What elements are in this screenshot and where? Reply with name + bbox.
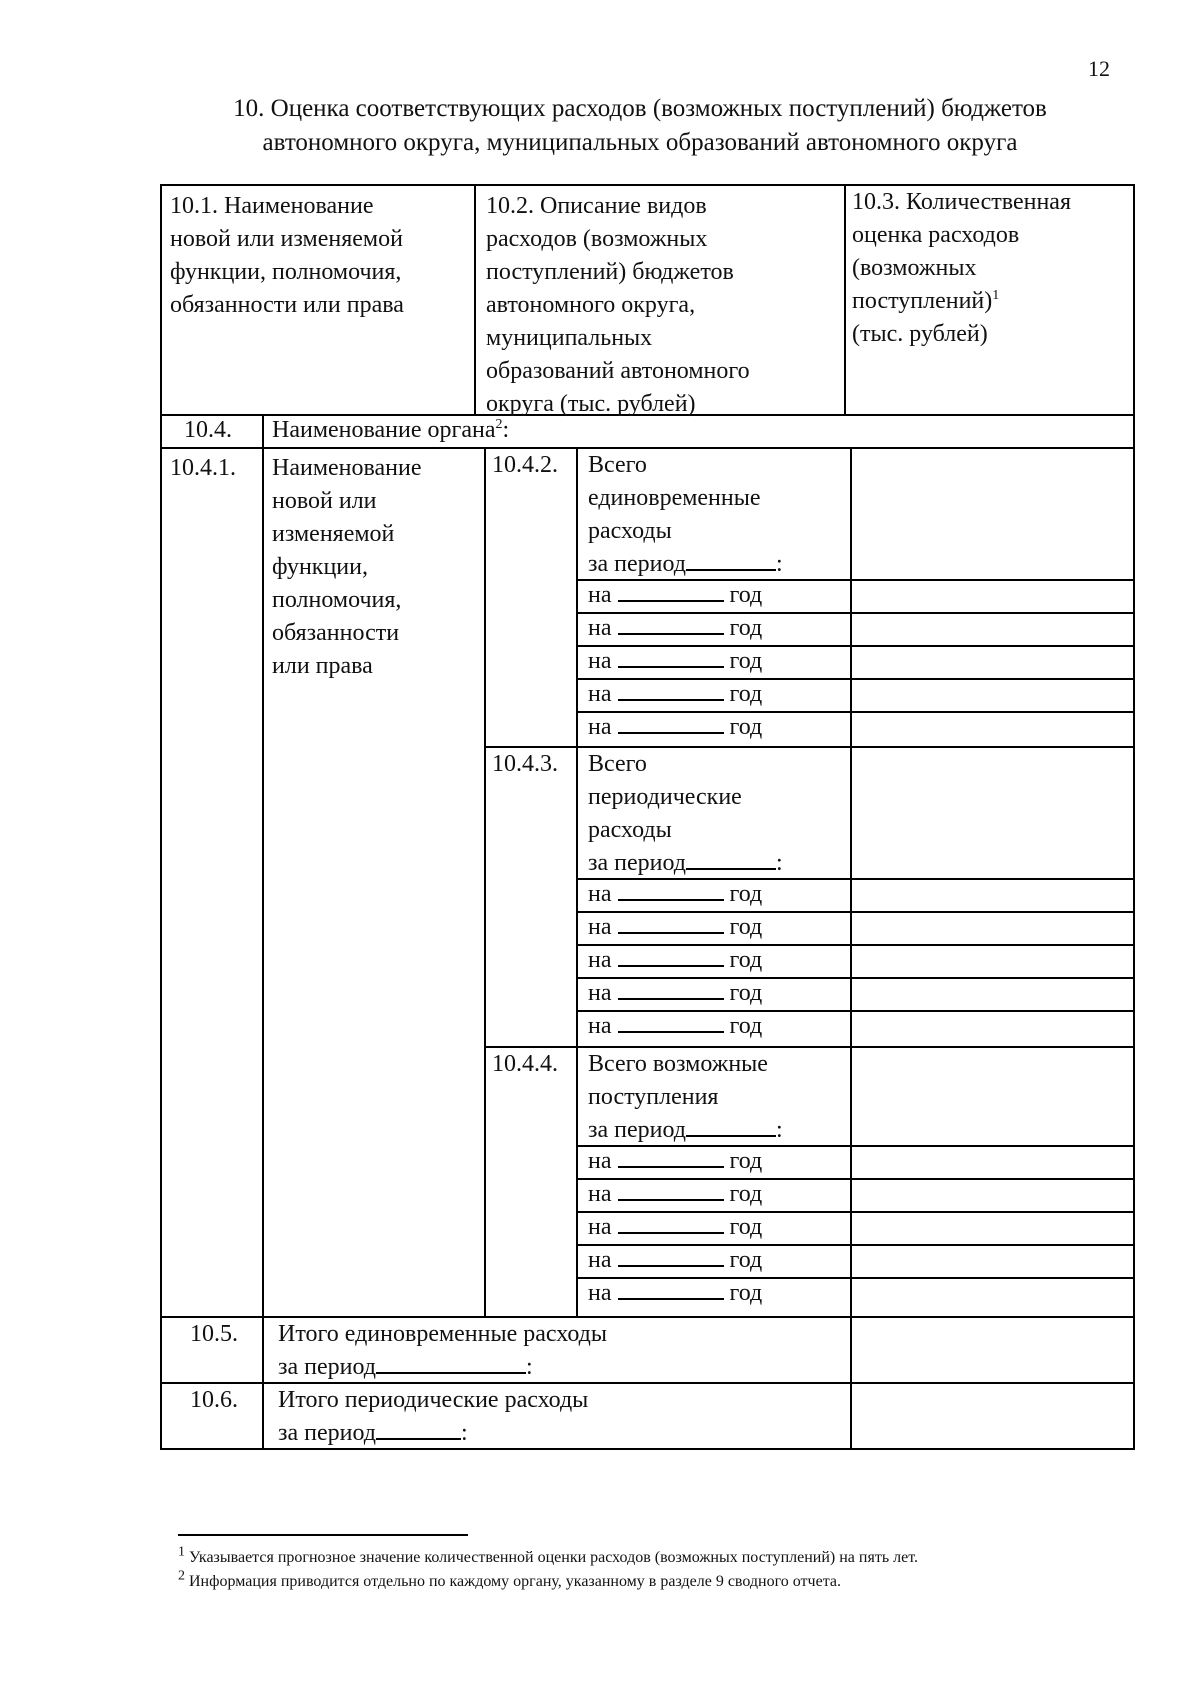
section-title-line-1: 10. Оценка соответствующих расходов (возможных поступлений) бюджетов [233, 95, 1047, 122]
blank-period [376, 1418, 461, 1440]
header-col-1-line: 10.1. Наименование [170, 193, 374, 219]
group-title-line: периодические [588, 784, 742, 810]
header-col-1-line: обязанности или права [170, 292, 404, 318]
year-prefix: на [588, 980, 612, 1006]
year-row [588, 645, 762, 678]
year-suffix: год [729, 714, 763, 740]
blank-year [618, 712, 724, 734]
year-row [588, 579, 762, 612]
year-suffix: год [729, 1214, 763, 1240]
footnote-2 [178, 1570, 918, 1594]
total-period [278, 1351, 533, 1384]
header-col-1-line: новой или изменяемой [170, 226, 403, 252]
column-line [576, 447, 578, 1316]
year-row [588, 911, 762, 944]
function-name-line: новой или [272, 488, 377, 514]
group-number: 10.4.4. [492, 1051, 558, 1077]
year-row [588, 678, 762, 711]
year-prefix: на [588, 881, 612, 907]
footnote-1-mark: 1 [178, 1544, 185, 1560]
group-period-label: за период [588, 850, 686, 876]
function-name-line: полномочия, [272, 587, 402, 613]
year-suffix: год [729, 881, 763, 907]
column-line [474, 184, 476, 414]
footnote-2-text: Информация приводится отдельно по каждому органу, указанному в разделе 9 сводного отчета. [189, 1573, 841, 1590]
year-row [588, 1145, 762, 1178]
total-label: Итого единовременные расходы [278, 1321, 607, 1347]
group-period-colon: : [776, 1117, 783, 1143]
blank-year [618, 1179, 724, 1201]
year-prefix: на [588, 1181, 612, 1207]
group-number: 10.4.2. [492, 452, 558, 478]
group-period [588, 1114, 783, 1147]
header-col-2-line: округа (тыс. рублей) [486, 391, 696, 417]
blank-year [618, 1212, 724, 1234]
blank-year [618, 613, 724, 635]
section-title-line-2: автономного округа, муниципальных образований автономного округа [262, 129, 1018, 156]
group-title-line: единовременные [588, 485, 761, 511]
header-col-3-text: 10.3. Количественная [852, 189, 1071, 215]
group-title-line: поступления [588, 1084, 719, 1110]
year-row [588, 711, 762, 744]
column-line [850, 447, 852, 1448]
year-row [588, 1211, 762, 1244]
footnote-separator [178, 1534, 468, 1536]
organ-number: 10.4. [184, 417, 232, 443]
group-title-line: Всего [588, 452, 647, 478]
year-prefix: на [588, 615, 612, 641]
group-title-line: расходы [588, 518, 672, 544]
year-row [588, 977, 762, 1010]
year-row [588, 1010, 762, 1043]
header-col-3-line [852, 285, 999, 318]
group-title-line: Всего возможные [588, 1051, 768, 1077]
year-suffix: год [729, 615, 763, 641]
group-number: 10.4.3. [492, 751, 558, 777]
year-row [588, 612, 762, 645]
group-divider [484, 1046, 1133, 1048]
footnotes [178, 1546, 918, 1594]
column-line [484, 447, 486, 1316]
header-col-2-line: муниципальных [486, 325, 653, 351]
footnote-1 [178, 1546, 918, 1570]
header-col-2-line: поступлений) бюджетов [486, 259, 734, 285]
group-period-colon: : [776, 551, 783, 577]
column-line [844, 184, 846, 414]
blank-year [618, 879, 724, 901]
year-prefix: на [588, 714, 612, 740]
header-col-3-text: (тыс. рублей) [852, 321, 988, 347]
table-right-border [1133, 184, 1135, 1449]
year-row [588, 1178, 762, 1211]
year-suffix: год [729, 648, 763, 674]
total-number: 10.6. [190, 1387, 238, 1413]
table-left-border [160, 184, 162, 1449]
footnote-1-text: Указывается прогнозное значение количественной оценки расходов (возможных поступлений) на пять лет. [189, 1549, 918, 1566]
year-suffix: год [729, 914, 763, 940]
blank-year [618, 1011, 724, 1033]
year-suffix: год [729, 947, 763, 973]
year-prefix: на [588, 681, 612, 707]
blank-year [618, 1245, 724, 1267]
year-suffix: год [729, 1013, 763, 1039]
page-number: 12 [1088, 56, 1110, 81]
group-period-label: за период [588, 551, 686, 577]
footnote-ref-1: 1 [992, 288, 1000, 303]
function-number: 10.4.1. [170, 455, 236, 481]
group-period [588, 847, 783, 880]
year-suffix: год [729, 1181, 763, 1207]
header-col-3-text: поступлений) [852, 288, 993, 314]
blank-year [618, 978, 724, 1000]
year-row [588, 1244, 762, 1277]
group-period-colon: : [776, 850, 783, 876]
row-line [160, 447, 1135, 449]
function-name-line: функции, [272, 554, 368, 580]
function-name-line: или права [272, 653, 373, 679]
total-period-label: за период [278, 1420, 376, 1446]
year-prefix: на [588, 582, 612, 608]
total-period-colon: : [461, 1420, 468, 1446]
year-prefix: на [588, 1247, 612, 1273]
organ-label [272, 414, 509, 447]
total-period [278, 1417, 468, 1450]
total-period-label: за период [278, 1354, 376, 1380]
year-suffix: год [729, 1280, 763, 1306]
section-title [150, 92, 1130, 160]
group-period [588, 548, 783, 581]
function-name-line: Наименование [272, 455, 422, 481]
blank-period [686, 848, 776, 870]
year-suffix: год [729, 1148, 763, 1174]
header-col-2-line: образований автономного [486, 358, 750, 384]
blank-year [618, 1146, 724, 1168]
year-suffix: год [729, 681, 763, 707]
year-suffix: год [729, 582, 763, 608]
header-col-2-line: расходов (возможных [486, 226, 708, 252]
year-prefix: на [588, 1013, 612, 1039]
function-name-line: обязанности [272, 620, 400, 646]
total-label: Итого периодические расходы [278, 1387, 589, 1413]
year-row [588, 878, 762, 911]
group-title-line: расходы [588, 817, 672, 843]
header-col-1-line: функции, полномочия, [170, 259, 402, 285]
group-divider [484, 746, 1133, 748]
header-col-3-text: оценка расходов [852, 222, 1020, 248]
header-col-2-line: автономного округа, [486, 292, 696, 318]
blank-period [686, 1115, 776, 1137]
year-suffix: год [729, 1247, 763, 1273]
year-row [588, 1277, 762, 1310]
blank-year [618, 646, 724, 668]
group-title-line: Всего [588, 751, 647, 777]
organ-colon: : [502, 417, 510, 443]
year-row [588, 944, 762, 977]
header-col-3-text: (возможных [852, 255, 977, 281]
header-col-2-line: 10.2. Описание видов [486, 193, 707, 219]
blank-year [618, 679, 724, 701]
year-prefix: на [588, 914, 612, 940]
footnote-2-mark: 2 [178, 1568, 185, 1584]
footnote-ref-2: 2 [495, 417, 503, 432]
blank-year [618, 580, 724, 602]
header-col-3-line [852, 252, 976, 285]
group-period-label: за период [588, 1117, 686, 1143]
organ-label-text: Наименование органа [272, 417, 496, 443]
blank-period [686, 549, 776, 571]
header-col-3-line [852, 318, 988, 351]
header-col-3-line [852, 186, 1071, 219]
total-period-colon: : [526, 1354, 533, 1380]
year-prefix: на [588, 1280, 612, 1306]
total-number: 10.5. [190, 1321, 238, 1347]
blank-year [618, 912, 724, 934]
blank-year [618, 945, 724, 967]
function-name-line: изменяемой [272, 521, 395, 547]
year-suffix: год [729, 980, 763, 1006]
blank-period [376, 1352, 526, 1374]
column-line [262, 414, 264, 1448]
blank-year [618, 1278, 724, 1300]
year-prefix: на [588, 1148, 612, 1174]
year-prefix: на [588, 648, 612, 674]
year-prefix: на [588, 947, 612, 973]
header-col-3-line [852, 219, 1019, 252]
year-prefix: на [588, 1214, 612, 1240]
